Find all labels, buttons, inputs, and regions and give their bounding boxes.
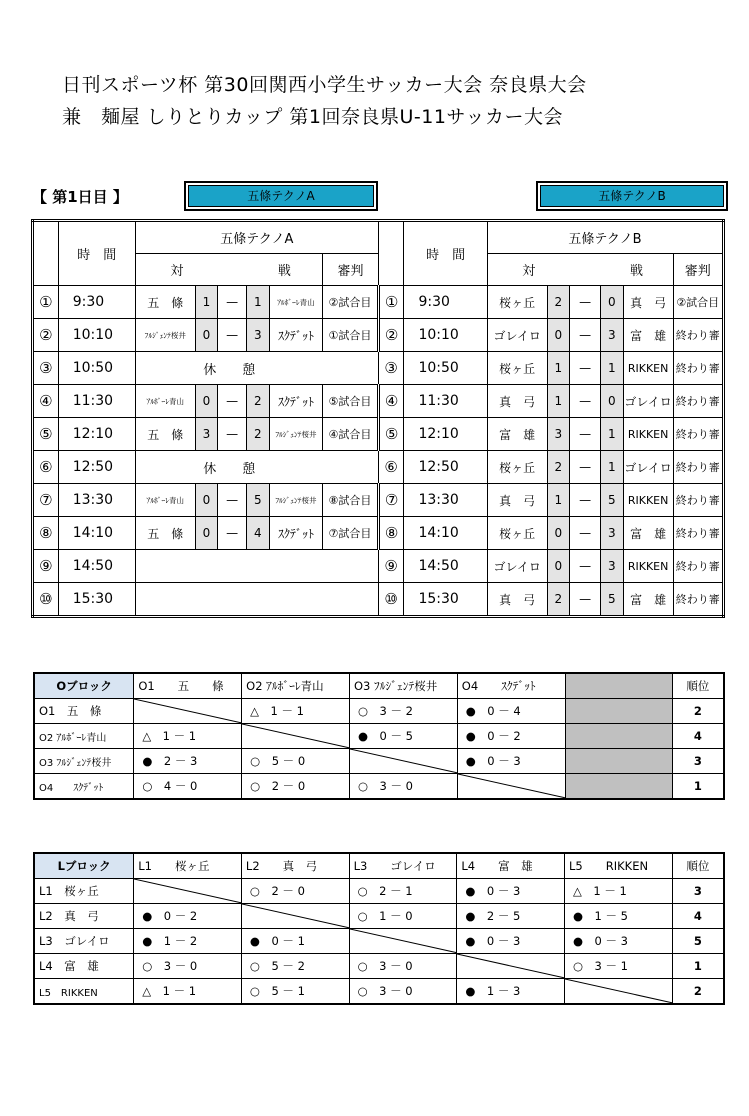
match-result: ○ 3 － 1: [565, 954, 673, 979]
header-match-label2-b: 戦: [601, 254, 673, 286]
l_block-label: Lブロック: [34, 853, 134, 879]
home-score: 0: [195, 484, 218, 517]
standings-row: [34, 774, 724, 800]
o-block-table: [33, 672, 725, 800]
away-team: ｱﾙﾎﾞｰﾚ青山: [269, 286, 323, 319]
team-column-header: L3 ゴレイロ: [349, 853, 457, 879]
referee: 終わり審: [673, 385, 724, 418]
away-team: RIKKEN: [623, 418, 673, 451]
team-name: L5 RIKKEN: [34, 979, 134, 1005]
match-time: 10:50: [58, 352, 135, 385]
team-column-header: L5 RIKKEN: [565, 853, 673, 879]
home-team: 真 弓: [487, 583, 547, 617]
match-result: △ 1 － 1: [134, 979, 242, 1005]
match-result: △ 1 － 1: [242, 699, 350, 724]
match-number: ⑧: [378, 517, 404, 550]
match-number: ③: [33, 352, 59, 385]
day-label: 【 第1日目 】: [32, 188, 128, 206]
score-dash: —: [218, 517, 247, 550]
referee: ②試合目: [323, 286, 379, 319]
header-time-a: 時 間: [58, 221, 135, 286]
team-column-header: O3 ﾌﾙｼﾞｪﾝﾃ桜井: [349, 673, 457, 699]
away-score: 1: [601, 418, 624, 451]
rank-header: 順位: [672, 673, 724, 699]
team-name: O1 五 條: [34, 699, 134, 724]
home-team: ゴレイロ: [487, 319, 547, 352]
team-column-header: L4 富 雄: [457, 853, 565, 879]
diagonal-cell: [349, 749, 457, 774]
gray-cell: [565, 724, 672, 749]
match-result: △ 1 － 1: [565, 879, 673, 904]
header-referee-a: 審判: [323, 254, 379, 286]
standings-row: [34, 929, 724, 954]
match-result: ● 0 － 5: [349, 724, 457, 749]
empty-slot: [135, 550, 378, 583]
match-number: ④: [33, 385, 59, 418]
home-team: 五 條: [135, 286, 195, 319]
score-dash: —: [218, 319, 247, 352]
home-score: 2: [547, 286, 570, 319]
match-result: ○ 3 － 0: [349, 954, 457, 979]
score-dash: —: [570, 385, 601, 418]
match-result: ● 0 － 3: [457, 879, 565, 904]
match-number: ⑧: [33, 517, 59, 550]
score-dash: —: [218, 484, 247, 517]
referee: 終わり審: [673, 418, 724, 451]
match-time: 10:50: [404, 352, 487, 385]
referee: ②試合目: [673, 286, 724, 319]
match-result: ● 0 － 3: [565, 929, 673, 954]
away-team: 真 弓: [623, 286, 673, 319]
match-number: ⑦: [378, 484, 404, 517]
team-column-header: O2 ｱﾙﾎﾞｰﾚ青山: [242, 673, 350, 699]
home-team: ゴレイロ: [487, 550, 547, 583]
standings-row: [34, 954, 724, 979]
away-team: RIKKEN: [623, 484, 673, 517]
diagonal-line: [350, 929, 457, 953]
header-match-label-a: 対: [135, 254, 217, 286]
team-name: O4 ｽｸﾃﾞｯﾄ: [34, 774, 134, 800]
header-match-label2-a: 戦: [247, 254, 323, 286]
standings-row: [34, 904, 724, 929]
referee: 終わり審: [673, 517, 724, 550]
match-number: ⑦: [33, 484, 59, 517]
match-time: 9:30: [404, 286, 487, 319]
away-team: ｽｸﾃﾞｯﾄ: [269, 385, 323, 418]
away-team: ﾌﾙｼﾞｪﾝﾃ桜井: [269, 418, 323, 451]
referee: ⑧試合目: [323, 484, 379, 517]
match-time: 12:50: [58, 451, 135, 484]
referee: 終わり審: [673, 319, 724, 352]
match-result: ○ 3 － 0: [349, 774, 457, 800]
match-result: ● 0 － 2: [457, 724, 565, 749]
match-result: ○ 3 － 2: [349, 699, 457, 724]
match-number: ①: [33, 286, 59, 319]
home-score: 1: [195, 286, 218, 319]
match-result: ● 0 － 3: [457, 929, 565, 954]
away-score: 3: [601, 517, 624, 550]
standings-row: [34, 879, 724, 904]
header-no-a: [33, 221, 59, 286]
away-score: 5: [601, 583, 624, 617]
match-number: ⑨: [378, 550, 404, 583]
match-result: ● 1 － 2: [134, 929, 242, 954]
referee: 終わり審: [673, 451, 724, 484]
schedule-row: [33, 484, 724, 517]
home-team: 真 弓: [487, 484, 547, 517]
match-result: ● 2 － 3: [134, 749, 242, 774]
home-score: 3: [195, 418, 218, 451]
away-team: 富 雄: [623, 517, 673, 550]
referee: ⑦試合目: [323, 517, 379, 550]
diagonal-cell: [134, 879, 242, 904]
match-number: ⑤: [378, 418, 404, 451]
score-dash: —: [570, 319, 601, 352]
referee: 終わり審: [673, 550, 724, 583]
match-result: ○ 2 － 0: [242, 774, 350, 800]
rank-value: 3: [672, 749, 724, 774]
title-line-1: 日刊スポーツ杯 第30回関西小学生サッカー大会 奈良県大会: [62, 74, 587, 96]
schedule-row: [33, 451, 724, 484]
match-time: 10:10: [404, 319, 487, 352]
team-column-header: O4 ｽｸﾃﾞｯﾄ: [457, 673, 565, 699]
gray-cell: [565, 774, 672, 800]
away-team: RIKKEN: [623, 352, 673, 385]
rank-value: 4: [672, 904, 724, 929]
schedule-subheader-row: [33, 254, 724, 286]
home-team: 桜ヶ丘: [487, 451, 547, 484]
team-column-header: O1 五 條: [134, 673, 242, 699]
match-result: ● 0 － 3: [457, 749, 565, 774]
match-result: △ 1 － 1: [134, 724, 242, 749]
score-dash: —: [570, 550, 601, 583]
rank-value: 5: [672, 929, 724, 954]
match-time: 14:10: [58, 517, 135, 550]
schedule-table: [31, 219, 725, 618]
referee: ④試合目: [323, 418, 379, 451]
diagonal-cell: [457, 774, 565, 800]
diagonal-line: [458, 774, 565, 798]
match-number: ⑨: [33, 550, 59, 583]
schedule-row: [33, 550, 724, 583]
home-score: 1: [547, 352, 570, 385]
team-name: O2 ｱﾙﾎﾞｰﾚ青山: [34, 724, 134, 749]
home-score: 0: [547, 319, 570, 352]
match-time: 14:50: [404, 550, 487, 583]
match-time: 12:10: [58, 418, 135, 451]
match-result: ○ 3 － 0: [134, 954, 242, 979]
standings-row: [34, 724, 724, 749]
away-team: ｽｸﾃﾞｯﾄ: [269, 517, 323, 550]
rank-header: 順位: [672, 853, 724, 879]
standings-row: [34, 749, 724, 774]
away-team: 富 雄: [623, 583, 673, 617]
home-score: 0: [195, 319, 218, 352]
empty-slot: [135, 583, 378, 617]
home-team: ｱﾙﾎﾞｰﾚ青山: [135, 385, 195, 418]
referee: 終わり審: [673, 484, 724, 517]
rank-value: 3: [672, 879, 724, 904]
rank-value: 1: [672, 774, 724, 800]
match-number: ⑥: [378, 451, 404, 484]
score-dash: —: [570, 451, 601, 484]
match-result: ● 2 － 5: [457, 904, 565, 929]
match-result: ○ 5 － 1: [241, 979, 349, 1005]
away-score: 3: [247, 319, 270, 352]
home-score: 1: [547, 385, 570, 418]
l_block-header-row: [34, 853, 724, 879]
away-score: 2: [247, 418, 270, 451]
home-score: 3: [547, 418, 570, 451]
away-score: 2: [247, 385, 270, 418]
diagonal-cell: [242, 724, 350, 749]
score-dash: —: [570, 418, 601, 451]
home-team: ｱﾙﾎﾞｰﾚ青山: [135, 484, 195, 517]
away-score: 5: [247, 484, 270, 517]
home-team: 五 條: [135, 418, 195, 451]
score-dash: —: [570, 352, 601, 385]
rest-label: 休 憩: [135, 352, 322, 385]
home-team: 五 條: [135, 517, 195, 550]
referee-empty: [323, 352, 379, 385]
diagonal-cell: [457, 954, 565, 979]
match-result: ● 1 － 3: [457, 979, 565, 1005]
home-score: 0: [195, 517, 218, 550]
schedule-row: [33, 385, 724, 418]
home-team: 富 雄: [487, 418, 547, 451]
venue-b-box: 五條テクノB: [536, 181, 728, 211]
header-referee-b: 審判: [673, 254, 724, 286]
gray-cell: [565, 699, 672, 724]
standings-row: [34, 979, 724, 1005]
diagonal-cell: [134, 699, 242, 724]
header-spacer-a: [218, 254, 247, 286]
diagonal-line: [350, 749, 457, 773]
team-name: L2 真 弓: [34, 904, 134, 929]
o_block-label: Oブロック: [34, 673, 134, 699]
schedule-row: [33, 583, 724, 617]
match-result: ○ 5 － 0: [242, 749, 350, 774]
match-number: ⑤: [33, 418, 59, 451]
away-team: 富 雄: [623, 319, 673, 352]
match-result: ● 0 － 2: [134, 904, 242, 929]
away-score: 1: [601, 352, 624, 385]
match-time: 11:30: [404, 385, 487, 418]
rank-value: 4: [672, 724, 724, 749]
match-time: 14:50: [58, 550, 135, 583]
team-name: L1 桜ヶ丘: [34, 879, 134, 904]
match-time: 10:10: [58, 319, 135, 352]
match-number: ②: [378, 319, 404, 352]
rank-value: 2: [672, 699, 724, 724]
header-venue-a: 五條テクノA: [135, 221, 378, 254]
home-score: 2: [547, 583, 570, 617]
diagonal-line: [565, 979, 672, 1003]
schedule-row: [33, 319, 724, 352]
away-team: ゴレイロ: [623, 451, 673, 484]
away-team: RIKKEN: [623, 550, 673, 583]
gray-column-header: [565, 673, 672, 699]
header-no-b: [378, 221, 404, 286]
referee: 終わり審: [673, 583, 724, 617]
home-score: 0: [195, 385, 218, 418]
away-team: ゴレイロ: [623, 385, 673, 418]
referee: ⑤試合目: [323, 385, 379, 418]
away-score: 1: [601, 451, 624, 484]
away-score: 1: [247, 286, 270, 319]
match-result: ● 0 － 1: [241, 929, 349, 954]
match-number: ③: [378, 352, 404, 385]
gray-cell: [565, 749, 672, 774]
score-dash: —: [570, 583, 601, 617]
home-score: 1: [547, 484, 570, 517]
match-time: 12:50: [404, 451, 487, 484]
header-match-label-b: 対: [487, 254, 569, 286]
match-number: ⑩: [33, 583, 59, 617]
diagonal-line: [457, 954, 564, 978]
rest-label: 休 憩: [135, 451, 322, 484]
schedule-row: [33, 352, 724, 385]
home-team: 真 弓: [487, 385, 547, 418]
match-result: ○ 5 － 2: [241, 954, 349, 979]
referee-empty: [323, 451, 379, 484]
diagonal-cell: [349, 929, 457, 954]
match-number: ⑩: [378, 583, 404, 617]
match-time: 15:30: [58, 583, 135, 617]
score-dash: —: [218, 418, 247, 451]
standings-row: [34, 699, 724, 724]
referee: ①試合目: [323, 319, 379, 352]
away-score: 0: [601, 286, 624, 319]
schedule-row: [33, 517, 724, 550]
match-time: 11:30: [58, 385, 135, 418]
header-time-b: 時 間: [404, 221, 487, 286]
away-score: 3: [601, 550, 624, 583]
match-result: ● 1 － 5: [565, 904, 673, 929]
match-time: 13:30: [58, 484, 135, 517]
home-score: 0: [547, 550, 570, 583]
match-time: 13:30: [404, 484, 487, 517]
schedule-row: [33, 418, 724, 451]
match-number: ②: [33, 319, 59, 352]
diagonal-cell: [565, 979, 673, 1005]
team-column-header: L1 桜ヶ丘: [134, 853, 242, 879]
rank-value: 2: [672, 979, 724, 1005]
o_block-header-row: [34, 673, 724, 699]
match-result: ○ 4 － 0: [134, 774, 242, 800]
venue-a-box: 五條テクノA: [184, 181, 378, 211]
l-block-table: [33, 852, 725, 1005]
away-score: 4: [247, 517, 270, 550]
match-time: 14:10: [404, 517, 487, 550]
match-result: ○ 2 － 0: [241, 879, 349, 904]
home-team: 桜ヶ丘: [487, 286, 547, 319]
team-name: L3 ゴレイロ: [34, 929, 134, 954]
referee: 終わり審: [673, 352, 724, 385]
header-spacer-b: [570, 254, 601, 286]
score-dash: —: [218, 385, 247, 418]
match-result: ○ 2 － 1: [349, 879, 457, 904]
schedule-row: [33, 286, 724, 319]
score-dash: —: [218, 286, 247, 319]
diagonal-cell: [241, 904, 349, 929]
home-score: 2: [547, 451, 570, 484]
away-score: 5: [601, 484, 624, 517]
schedule-header-row: [33, 221, 724, 254]
match-result: ○ 3 － 0: [349, 979, 457, 1005]
diagonal-line: [134, 699, 241, 723]
team-name: L4 富 雄: [34, 954, 134, 979]
match-time: 15:30: [404, 583, 487, 617]
team-name: O3 ﾌﾙｼﾞｪﾝﾃ桜井: [34, 749, 134, 774]
away-score: 0: [601, 385, 624, 418]
match-result: ○ 1 － 0: [349, 904, 457, 929]
diagonal-line: [242, 904, 349, 928]
rank-value: 1: [672, 954, 724, 979]
match-number: ①: [378, 286, 404, 319]
team-column-header: L2 真 弓: [241, 853, 349, 879]
home-team: 桜ヶ丘: [487, 517, 547, 550]
diagonal-line: [242, 724, 349, 748]
score-dash: —: [570, 286, 601, 319]
away-score: 3: [601, 319, 624, 352]
home-score: 0: [547, 517, 570, 550]
away-team: ﾌﾙｼﾞｪﾝﾃ桜井: [269, 484, 323, 517]
diagonal-line: [134, 879, 241, 903]
score-dash: —: [570, 517, 601, 550]
score-dash: —: [570, 484, 601, 517]
away-team: ｽｸﾃﾞｯﾄ: [269, 319, 323, 352]
match-time: 12:10: [404, 418, 487, 451]
match-time: 9:30: [58, 286, 135, 319]
home-team: ﾌﾙｼﾞｪﾝﾃ桜井: [135, 319, 195, 352]
match-number: ⑥: [33, 451, 59, 484]
title-line-2: 兼 麺屋 しりとりカップ 第1回奈良県U-11サッカー大会: [62, 106, 564, 128]
home-team: 桜ヶ丘: [487, 352, 547, 385]
header-venue-b: 五條テクノB: [487, 221, 723, 254]
match-number: ④: [378, 385, 404, 418]
match-result: ● 0 － 4: [457, 699, 565, 724]
